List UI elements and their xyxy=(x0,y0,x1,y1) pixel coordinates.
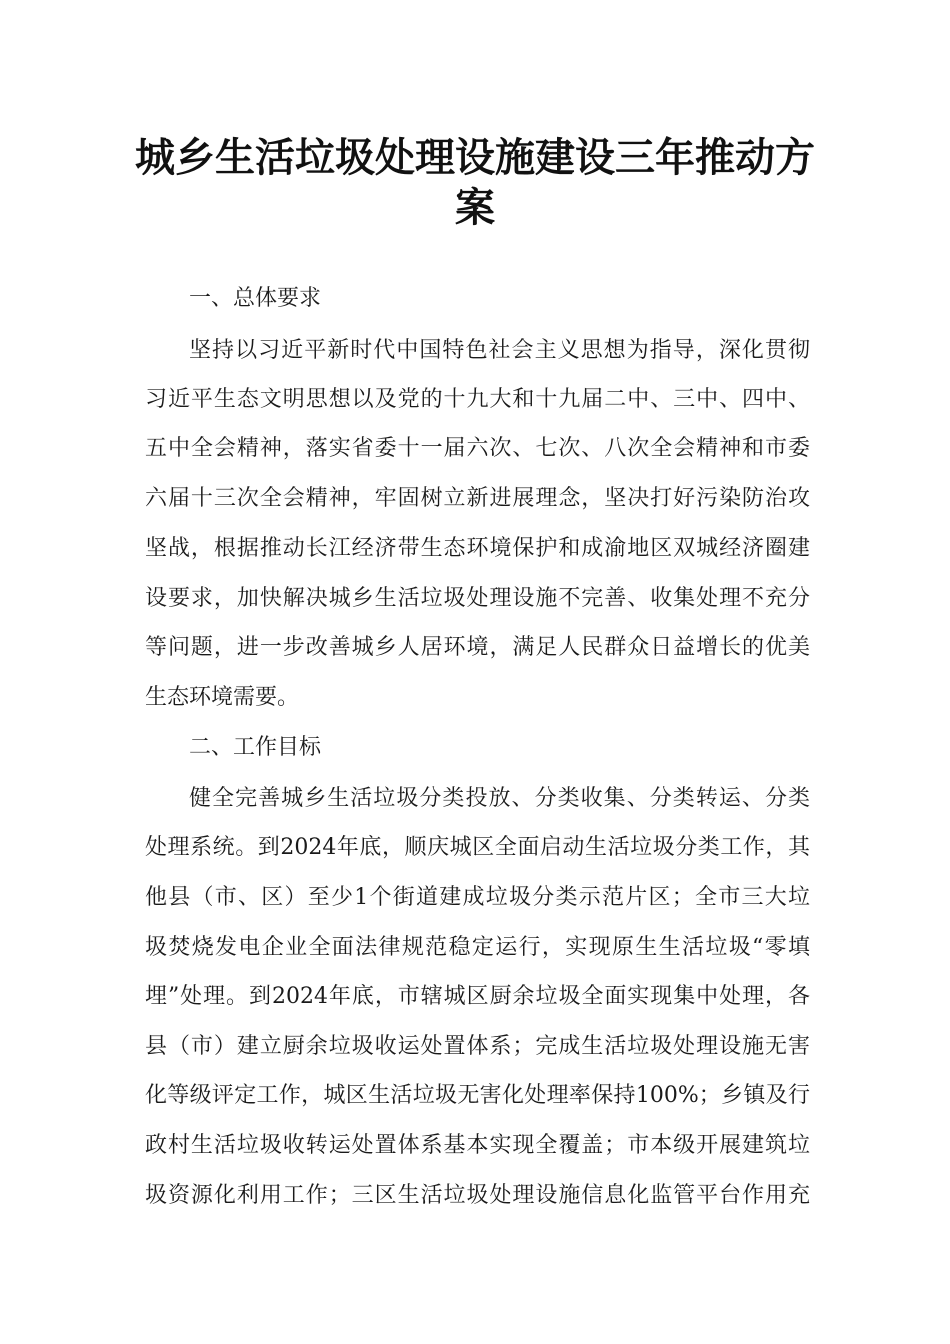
paragraph-line: 埋”处理。到2024年底，市辖城区厨余垃圾全面实现集中处理，各 xyxy=(145,984,810,1009)
section-heading: 一、总体要求 xyxy=(189,286,322,311)
paragraph-line: 等问题，进一步改善城乡人居环境，满足人民群众日益增长的优美 xyxy=(145,635,810,660)
paragraph-line: 坚持以习近平新时代中国特色社会主义思想为指导，深化贯彻 xyxy=(189,338,810,363)
paragraph-line: 生态环境需要。 xyxy=(145,685,300,710)
document-title-line-1: 城乡生活垃圾处理设施建设三年推动方 xyxy=(135,135,815,181)
paragraph-line: 化等级评定工作，城区生活垃圾无害化处理率保持100%；乡镇及行 xyxy=(145,1083,810,1108)
paragraph-line: 五中全会精神，落实省委十一届六次、七次、八次全会精神和市委 xyxy=(145,436,810,461)
paragraph-line: 习近平生态文明思想以及党的十九大和十九届二中、三中、四中、 xyxy=(145,387,810,412)
paragraph-line: 六届十三次全会精神，牢固树立新进展理念，坚决打好污染防治攻 xyxy=(145,486,810,511)
paragraph-line: 处理系统。到2024年底，顺庆城区全面启动生活垃圾分类工作，其 xyxy=(145,835,810,860)
paragraph-line: 政村生活垃圾收转运处置体系基本实现全覆盖；市本级开展建筑垃 xyxy=(145,1133,810,1158)
section-heading: 二、工作目标 xyxy=(189,735,322,760)
paragraph-line: 他县（市、区）至少1个街道建成垃圾分类示范片区；全市三大垃 xyxy=(145,885,810,910)
paragraph-line: 设要求，加快解决城乡生活垃圾处理设施不完善、收集处理不充分 xyxy=(145,586,810,611)
paragraph-line: 坚战，根据推动长江经济带生态环境保护和成渝地区双城经济圈建 xyxy=(145,536,810,561)
paragraph-line: 圾资源化利用工作；三区生活垃圾处理设施信息化监管平台作用充 xyxy=(145,1183,810,1208)
paragraph-line: 健全完善城乡生活垃圾分类投放、分类收集、分类转运、分类 xyxy=(189,786,810,811)
paragraph-line: 圾焚烧发电企业全面法律规范稳定运行，实现原生生活垃圾“零填 xyxy=(145,935,810,960)
document-title-line-2: 案 xyxy=(455,185,495,231)
paragraph-line: 县（市）建立厨余垃圾收运处置体系；完成生活垃圾处理设施无害 xyxy=(145,1034,810,1059)
